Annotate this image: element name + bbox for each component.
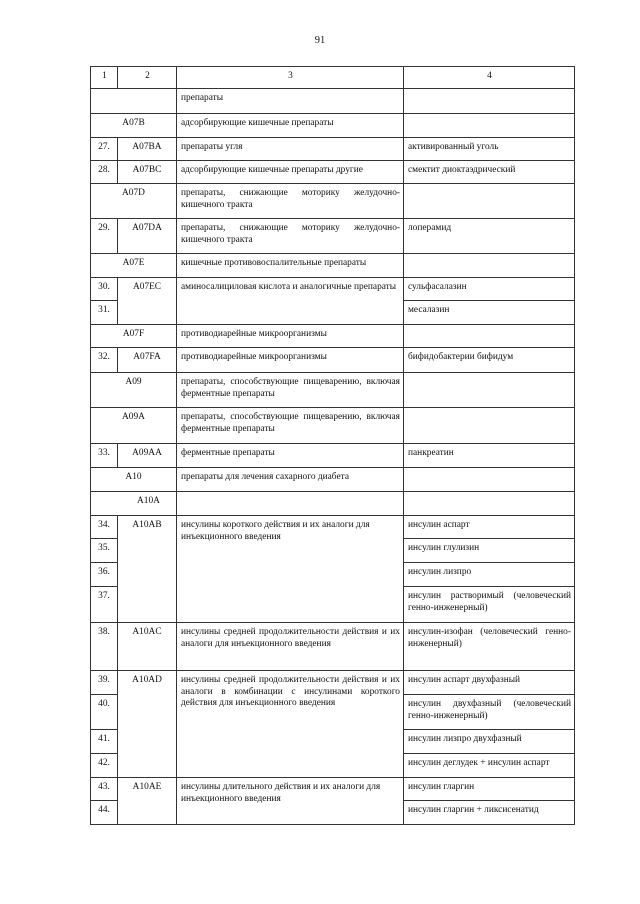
table-row: [91, 623, 575, 671]
table-row: [91, 671, 575, 695]
drug-cell: бифидобактерии бифидум: [404, 348, 575, 373]
header-cell: 1: [91, 67, 118, 89]
name-cell: аминосалициловая кислота и аналогичные препараты: [177, 278, 404, 325]
drug-cell: месалазин: [404, 301, 575, 325]
row-number-cell: 44.: [91, 801, 118, 825]
group-code-cell: A09A: [91, 408, 177, 444]
code-cell: A09AA: [118, 444, 177, 468]
row-number-cell: 30.: [91, 278, 118, 301]
code-cell: A07EC: [118, 278, 177, 325]
drug-cell: панкреатин: [404, 444, 575, 468]
name-cell: кишечные противовоспалительные препараты: [177, 254, 404, 278]
table-row: [91, 516, 575, 539]
row-number-cell: 35.: [91, 539, 118, 563]
drug-cell: инсулин лизпро: [404, 563, 575, 587]
row-number-cell: 32.: [91, 348, 118, 373]
code-cell: A10AD: [118, 671, 177, 778]
drug-cell: инсулин-изофан (человеческий генно-инженерный): [404, 623, 575, 671]
drug-cell: активированный уголь: [404, 138, 575, 161]
drug-cell: [404, 492, 575, 516]
drug-cell: [404, 325, 575, 348]
table-header-row: [91, 67, 575, 89]
row-number-cell: 29.: [91, 219, 118, 254]
row-number-cell: 36.: [91, 563, 118, 587]
name-cell: препараты для лечения сахарного диабета: [177, 468, 404, 492]
table-row: [91, 219, 575, 254]
table-row: [91, 254, 575, 278]
group-code-cell: A07E: [91, 254, 177, 278]
header-cell: 3: [177, 67, 404, 89]
drug-cell: инсулин лизпро двухфазный: [404, 730, 575, 754]
name-cell: противодиарейные микроорганизмы: [177, 325, 404, 348]
code-cell: A10AC: [118, 623, 177, 671]
row-number-cell: 42.: [91, 754, 118, 778]
drug-cell: инсулин аспарт: [404, 516, 575, 539]
drug-cell: [404, 114, 575, 138]
table-row: [91, 161, 575, 184]
table-row: [91, 325, 575, 348]
group-code-cell: A09: [91, 373, 177, 408]
header-cell: 4: [404, 67, 575, 89]
group-code-cell: A07B: [91, 114, 177, 138]
drug-cell: инсулин деглудек + инсулин аспарт: [404, 754, 575, 778]
drug-cell: сульфасалазин: [404, 278, 575, 301]
group-code-cell: A07F: [91, 325, 177, 348]
name-cell: адсорбирующие кишечные препараты другие: [177, 161, 404, 184]
table-row: [91, 468, 575, 492]
row-number-cell: 40.: [91, 695, 118, 730]
row-number-cell: 41.: [91, 730, 118, 754]
name-cell: инсулины средней продолжительности действия и их аналоги в комбинации с инсулинами короткого действия для инъекционного введения: [177, 671, 404, 778]
table-row: [91, 373, 575, 408]
drug-cell: инсулин растворимый (человеческий генно-инженерный): [404, 587, 575, 623]
table-row: [91, 444, 575, 468]
table-row: [91, 278, 575, 301]
row-number-cell: 34.: [91, 516, 118, 539]
table-row: [91, 138, 575, 161]
name-cell: препараты угля: [177, 138, 404, 161]
table-row: [91, 114, 575, 138]
code-cell: A10AE: [118, 778, 177, 825]
code-cell: A07BC: [118, 161, 177, 184]
name-cell: препараты, снижающие моторику желудочно-кишечного тракта: [177, 184, 404, 219]
code-cell: A10AB: [118, 516, 177, 623]
name-cell: препараты, способствующие пищеварению, включая ферментные препараты: [177, 408, 404, 444]
row-number-cell: 28.: [91, 161, 118, 184]
row-number-cell: 27.: [91, 138, 118, 161]
name-cell: препараты, способствующие пищеварению, включая ферментные препараты: [177, 373, 404, 408]
drug-cell: смектит диоктаэдрический: [404, 161, 575, 184]
row-number-cell: 33.: [91, 444, 118, 468]
table-row: [91, 89, 575, 114]
table-row: [91, 408, 575, 444]
group-code-cell: A07D: [91, 184, 177, 219]
group-code-cell: [91, 89, 177, 114]
name-cell: препараты, снижающие моторику желудочно-кишечного тракта: [177, 219, 404, 254]
name-cell: инсулины длительного действия и их аналоги для инъекционного введения: [177, 778, 404, 825]
drug-cell: инсулин аспарт двухфазный: [404, 671, 575, 695]
row-number-cell: 38.: [91, 623, 118, 671]
table-row: [91, 492, 575, 516]
drug-cell: инсулин гларгин: [404, 778, 575, 801]
row-number-cell: 31.: [91, 301, 118, 325]
name-cell: инсулины короткого действия и их аналоги для инъекционного введения: [177, 516, 404, 623]
name-cell: [177, 492, 404, 516]
code-cell: A07DA: [118, 219, 177, 254]
drug-cell: инсулин глулизин: [404, 539, 575, 563]
drug-cell: [404, 254, 575, 278]
group-code-cell: A10A: [91, 492, 177, 516]
name-cell: препараты: [177, 89, 404, 114]
drug-cell: [404, 184, 575, 219]
page-number: 91: [314, 35, 326, 46]
table-row: [91, 184, 575, 219]
drug-cell: [404, 468, 575, 492]
name-cell: адсорбирующие кишечные препараты: [177, 114, 404, 138]
drug-cell: [404, 373, 575, 408]
table-row: [91, 348, 575, 373]
drug-cell: [404, 408, 575, 444]
row-number-cell: 43.: [91, 778, 118, 801]
drug-cell: инсулин двухфазный (человеческий генно-инженерный): [404, 695, 575, 730]
drug-cell: [404, 89, 575, 114]
group-code-cell: A10: [91, 468, 177, 492]
row-number-cell: 37.: [91, 587, 118, 623]
table-row: [91, 778, 575, 801]
drug-cell: инсулин гларгин + ликсисенатид: [404, 801, 575, 825]
name-cell: инсулины средней продолжительности действия и их аналоги для инъекционного введения: [177, 623, 404, 671]
code-cell: A07FA: [118, 348, 177, 373]
drug-table: [90, 66, 575, 825]
drug-cell: лоперамид: [404, 219, 575, 254]
name-cell: противодиарейные микроорганизмы: [177, 348, 404, 373]
name-cell: ферментные препараты: [177, 444, 404, 468]
code-cell: A07BA: [118, 138, 177, 161]
header-cell: 2: [118, 67, 177, 89]
row-number-cell: 39.: [91, 671, 118, 695]
